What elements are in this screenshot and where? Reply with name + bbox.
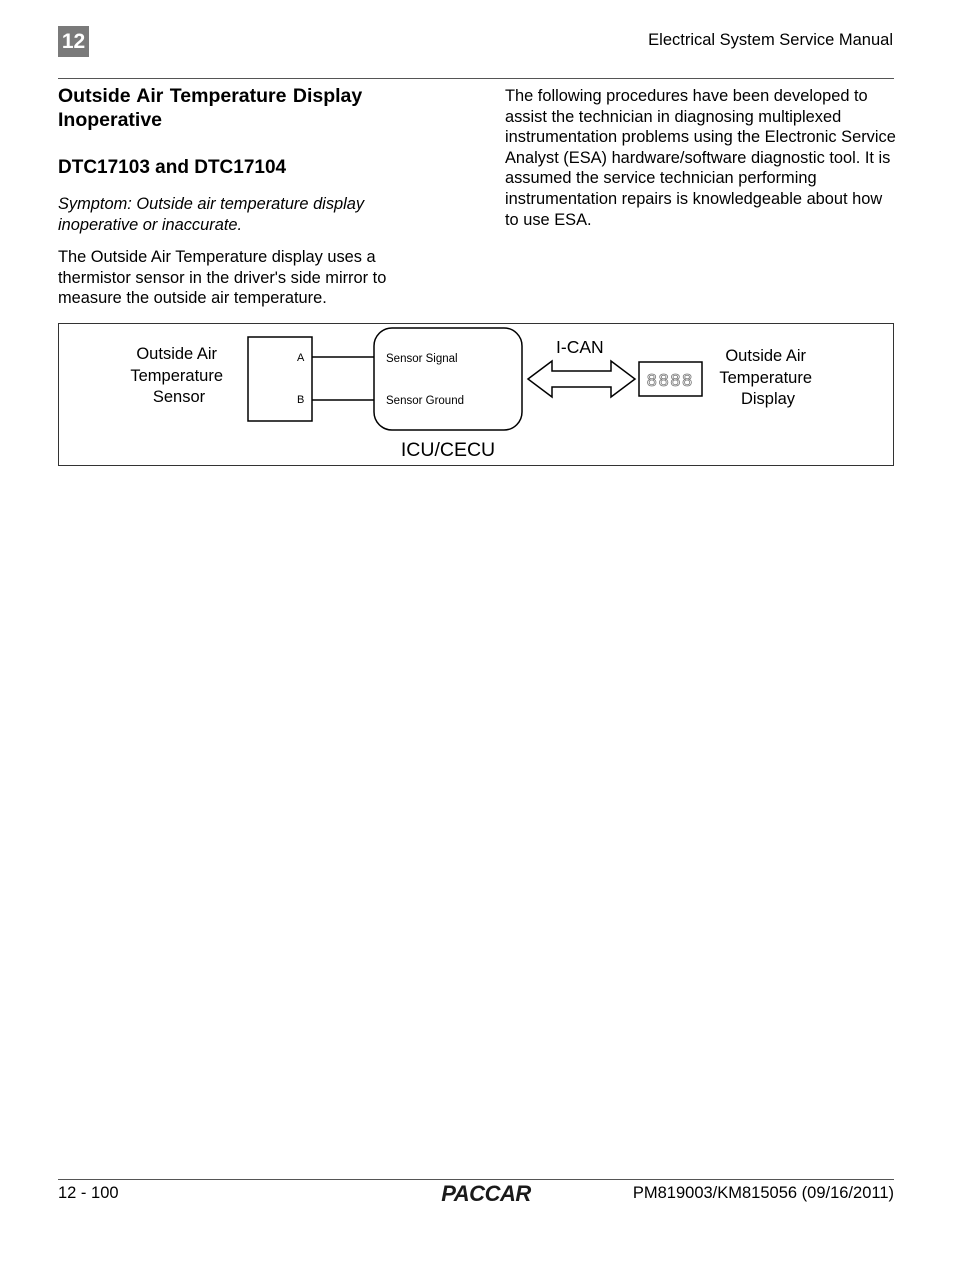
display-label-line-3: Display [740, 390, 796, 408]
display-label-line-2: Temperature [719, 369, 813, 387]
right-column [505, 86, 897, 230]
intro-text: The following procedures have been developed to assist the technician in diagnosing multiplexed instrumentation problems using the Electronic Service Analyst (ESA) hardware/software diagnostic tool. It is assumed the service technician performing instrumentation repairs is knowledgeable about how to use ESA. [505, 87, 896, 229]
sensor-signal-label: Sensor Signal [386, 353, 458, 365]
chapter-badge: 12 [58, 26, 89, 57]
dtc-title: DTC17103 and DTC17104 [58, 157, 287, 178]
left-column [58, 84, 438, 309]
sensor-label-line-3: Sensor [152, 388, 206, 406]
display-label-line-1: Outside Air [725, 347, 807, 365]
paccar-logo-svg [433, 1180, 539, 1206]
wiring-diagram [58, 323, 894, 466]
section-title: Outside Air Temperature Display Inoperative [58, 85, 363, 131]
symptom-text: Symptom: Outside air temperature display inoperative or inaccurate. [58, 195, 365, 234]
description-text: The Outside Air Temperature display uses a thermistor sensor in the driver's side mirror to measure the outside air temperature. [58, 248, 387, 308]
icu-box [374, 328, 522, 430]
svg-text:Outside Air Temperature [719, 347, 816, 408]
pin-b-label: B [297, 394, 305, 406]
header-rule [58, 78, 894, 79]
i-can-double-arrow-icon [528, 361, 635, 397]
page-number: 12 - 100 [58, 1184, 119, 1202]
i-can-label: I-CAN [556, 337, 604, 357]
sensor-ground-label: Sensor Ground [386, 395, 464, 407]
paccar-logo-text: PACCAR [441, 1181, 531, 1206]
document-number: PM819003/KM815056 (09/16/2011) [632, 1184, 894, 1202]
sensor-box [248, 337, 312, 421]
sensor-label-line-2: Temperature [130, 367, 224, 385]
svg-text:Outside Air Temperature [130, 345, 227, 406]
paccar-logo [433, 1180, 539, 1211]
icu-cecu-label: ICU/CECU [400, 439, 496, 461]
sensor-label-line-1: Outside Air [136, 345, 218, 363]
display-digits: 8888 [646, 372, 694, 392]
diagram-svg [59, 324, 893, 465]
manual-title: Electrical System Service Manual [648, 31, 893, 49]
pin-a-label: A [297, 352, 305, 364]
